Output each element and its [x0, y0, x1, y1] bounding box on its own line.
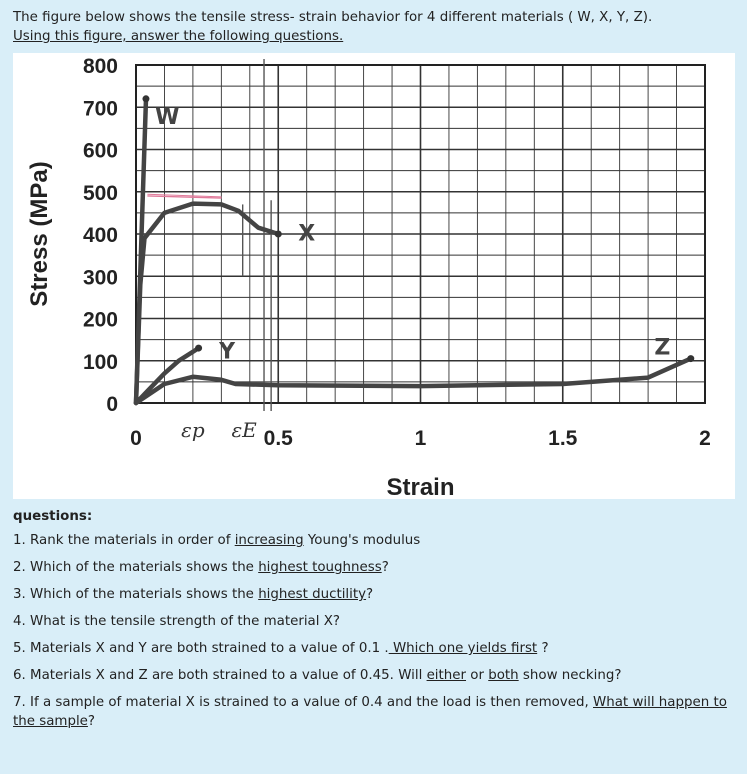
label-z: Z — [654, 335, 671, 361]
q3-underline: highest ductility — [258, 587, 367, 602]
y-tick-label: 100 — [82, 350, 118, 374]
question-3 — [13, 585, 738, 604]
y-tick-label: 300 — [82, 266, 118, 290]
question-6 — [13, 666, 738, 685]
questions-section — [13, 509, 738, 739]
label-y: Y — [219, 339, 236, 365]
q3-text-end: ? — [366, 587, 374, 602]
series-x-endpoint — [275, 231, 282, 238]
intro-text — [13, 8, 738, 46]
series-y-endpoint — [195, 345, 202, 352]
y-axis-label: Stress (MPa) — [26, 161, 53, 307]
q1-text-end: Young's modulus — [303, 533, 421, 548]
y-tick-label: 400 — [82, 224, 118, 247]
q1-text: 1. Rank the materials in order of — [13, 533, 235, 548]
q1-underline: increasing — [234, 533, 304, 548]
series-z-endpoint — [687, 355, 694, 362]
q6-underline-both: both — [488, 668, 519, 683]
y-tick-label: 200 — [82, 308, 118, 332]
q2-text-end: ? — [381, 560, 389, 575]
q6-underline-either: either — [426, 668, 467, 683]
intro-line-1: The figure below shows the tensile stress- strain behavior for 4 different materials ( W, X, Y, Z). — [13, 10, 653, 25]
q5-underline: Which one yields first — [388, 641, 538, 656]
q4-text: 4. What is the tensile strength of the material X? — [13, 614, 341, 629]
y-tick-label: 700 — [82, 97, 118, 121]
label-eps-p: εp — [181, 418, 205, 442]
series-z-line — [136, 359, 691, 403]
question-4 — [13, 612, 738, 631]
questions-heading: questions: — [13, 509, 93, 524]
question-7 — [13, 693, 738, 731]
q5-text-end: ? — [537, 641, 549, 656]
q7-text-end: ? — [87, 714, 96, 729]
question-5 — [13, 639, 738, 658]
label-w: W — [155, 105, 180, 131]
y-tick-label: 0 — [106, 393, 118, 416]
label-eps-e: εE — [231, 418, 257, 442]
x-tick-label: 1.5 — [548, 427, 578, 450]
y-tick-label: 500 — [82, 181, 118, 205]
x-tick-label: 0 — [130, 427, 142, 450]
q2-text: 2. Which of the materials shows the — [13, 560, 259, 575]
q6-text-mid: or — [466, 668, 489, 683]
series-w-endpoint — [142, 95, 149, 102]
question-2 — [13, 558, 738, 577]
x-tick-label: 0.5 — [263, 427, 293, 450]
label-x: X — [298, 221, 316, 247]
x-axis-label: Strain — [386, 474, 455, 499]
stress-strain-figure — [13, 53, 735, 499]
stress-strain-chart — [13, 53, 735, 499]
q5-text: 5. Materials X and Y are both strained to a value of 0.1 . — [13, 641, 389, 656]
y-tick-label: 600 — [82, 139, 118, 163]
intro-line-2: Using this figure, answer the following questions. — [13, 29, 344, 44]
q7-text: 7. If a sample of material X is strained to a value of 0.4 and the load is then removed, — [13, 695, 593, 710]
x-tick-label: 1 — [414, 427, 427, 450]
q2-underline: highest toughness — [258, 560, 382, 575]
q3-text: 3. Which of the materials shows the — [13, 587, 259, 602]
question-1 — [13, 531, 738, 550]
q6-text-end: show necking? — [518, 668, 622, 683]
q6-text: 6. Materials X and Z are both strained to a value of 0.45. Will — [13, 668, 427, 683]
x-tick-label: 2 — [699, 427, 711, 450]
q7-underline: What will happen to the sample — [13, 695, 727, 729]
y-tick-label: 800 — [82, 55, 118, 78]
